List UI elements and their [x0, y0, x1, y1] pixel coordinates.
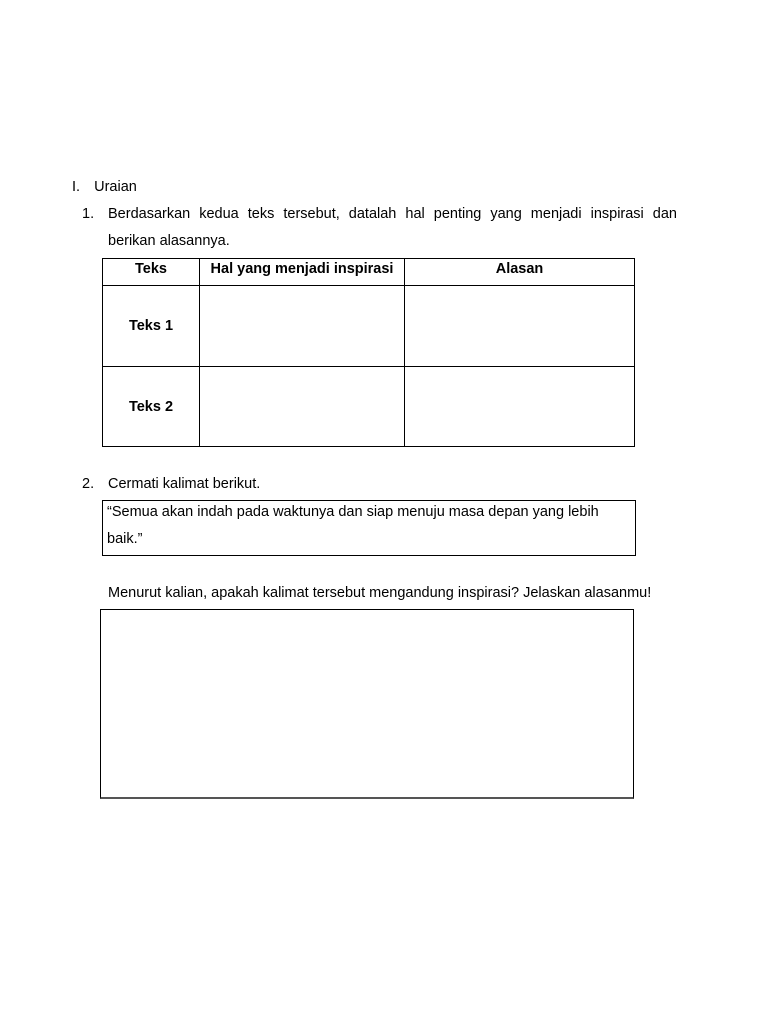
- answer-box[interactable]: [100, 609, 634, 799]
- column-header-alasan: Alasan: [405, 259, 635, 286]
- question2-instruction: Cermati kalimat berikut.: [108, 476, 261, 492]
- column-header-inspirasi: Hal yang menjadi inspirasi: [200, 259, 405, 286]
- quote-line2: baik.”: [107, 531, 143, 547]
- question1-text-line1: Berdasarkan kedua teks tersebut, datalah hal penting yang menjadi inspirasi dan: [108, 206, 677, 222]
- answer-cell-teks-1-inspirasi[interactable]: [200, 286, 405, 367]
- question1-text-line2: berikan alasannya.: [108, 233, 230, 249]
- section-heading: [72, 178, 137, 196]
- question2-prompt: Menurut kalian, apakah kalimat tersebut mengandung inspirasi? Jelaskan alasanmu!: [108, 585, 652, 601]
- question1-number: 1.: [82, 206, 95, 222]
- quote-line1: “Semua akan indah pada waktunya dan siap menuju masa depan yang lebih: [107, 504, 599, 520]
- quote-box: [102, 500, 636, 556]
- row-label-teks-2: Teks 2: [103, 367, 200, 447]
- answer-cell-teks-2-alasan[interactable]: [405, 367, 635, 447]
- answer-cell-teks-1-alasan[interactable]: [405, 286, 635, 367]
- table-header-row: [103, 259, 635, 286]
- section-title: Uraian: [94, 179, 137, 195]
- answer-cell-teks-2-inspirasi[interactable]: [200, 367, 405, 447]
- section-marker: I.: [72, 179, 81, 195]
- table-row: [103, 367, 635, 447]
- inspiration-table: [102, 258, 635, 447]
- row-label-teks-1: Teks 1: [103, 286, 200, 367]
- question2-number: 2.: [82, 476, 95, 492]
- table-row: [103, 286, 635, 367]
- column-header-teks: Teks: [103, 259, 200, 286]
